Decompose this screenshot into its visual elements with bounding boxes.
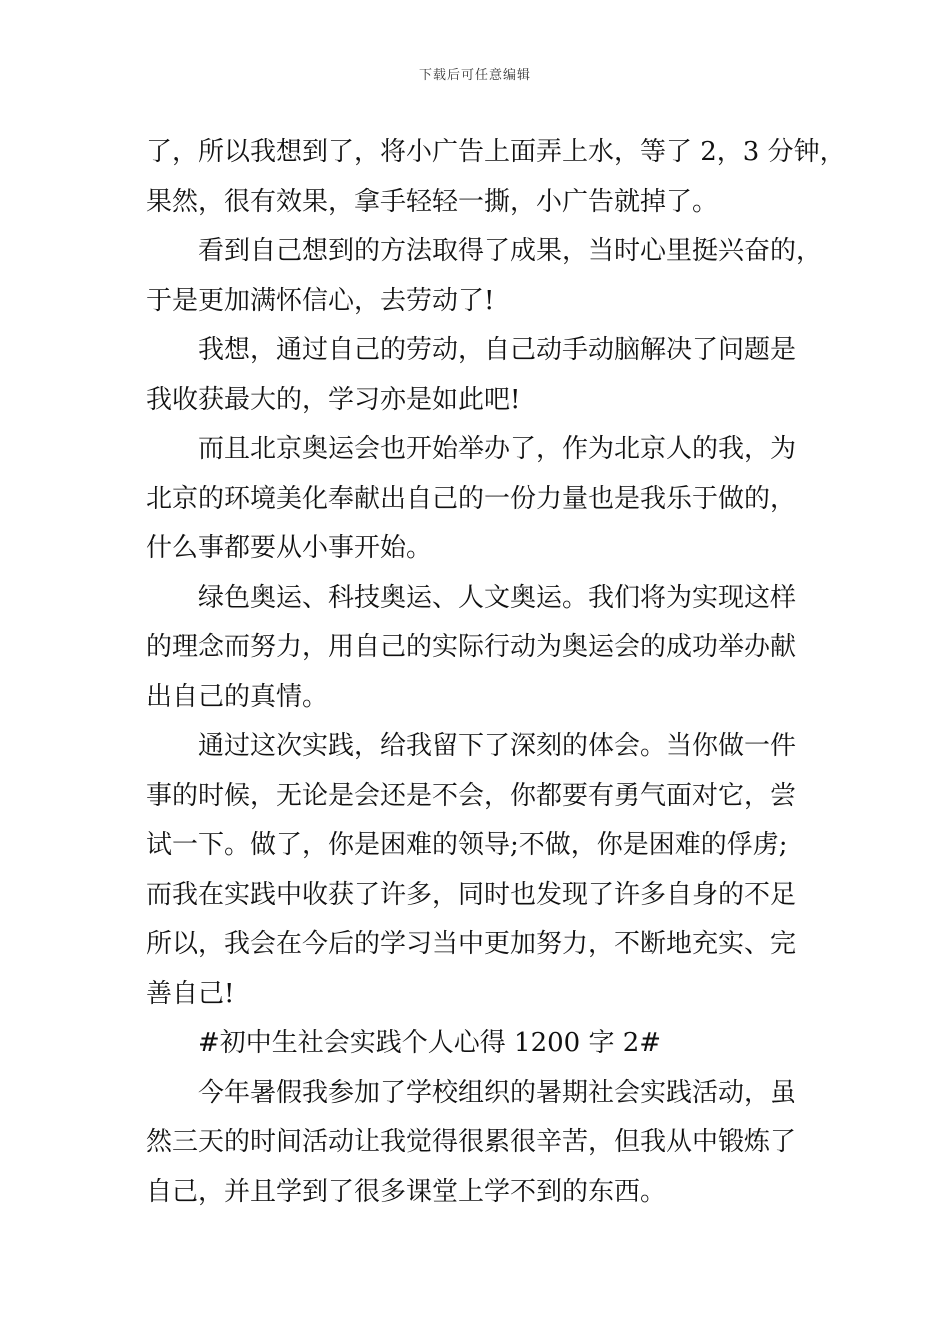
text-line: 什么事都要从小事开始。 (146, 533, 433, 563)
text-line: 于是更加满怀信心，去劳动了! (146, 285, 495, 316)
text-line: 善自己! (146, 978, 235, 1009)
text-line: 所以，我会在今后的学习当中更加努力，不断地充实、完 (146, 929, 797, 959)
section-heading: #初中生社会实践个人心得 1200 字 2# (198, 1028, 662, 1058)
text-line: 试一下。做了，你是困难的领导;不做，你是困难的俘虏; (146, 830, 788, 860)
text-line: 而且北京奥运会也开始举办了，作为北京人的我，为 (198, 434, 797, 464)
text-line: 的理念而努力，用自己的实际行动为奥运会的成功举办献 (146, 632, 797, 662)
text-line: 自己，并且学到了很多课堂上学不到的东西。 (146, 1176, 667, 1207)
text-line: 通过这次实践，给我留下了深刻的体会。当你做一件 (198, 731, 797, 761)
text-line: 然三天的时间活动让我觉得很累很辛苦，但我从中锻炼了 (146, 1127, 797, 1157)
text-line: 今年暑假我参加了学校组织的暑期社会实践活动，虽 (198, 1077, 797, 1108)
text-line: 出自己的真情。 (146, 681, 329, 712)
text-line: 北京的环境美化奉献出自己的一份力量也是我乐于做的， (146, 483, 797, 514)
text-line: 我想，通过自己的劳动，自己动手动脑解决了问题是 (198, 335, 797, 365)
text-line: 果然，很有效果，拿手轻轻一撕，小广告就掉了。 (146, 186, 719, 217)
text-line: 事的时候，无论是会还是不会，你都要有勇气面对它，尝 (146, 780, 797, 811)
text-line: 绿色奥运、科技奥运、人文奥运。我们将为实现这样 (198, 582, 797, 613)
text-line: 我收获最大的，学习亦是如此吧! (146, 384, 521, 415)
text-line: 看到自己想到的方法取得了成果，当时心里挺兴奋的， (198, 236, 823, 266)
text-line: 而我在实践中收获了许多，同时也发现了许多自身的不足 (146, 879, 797, 910)
document-body (146, 128, 846, 1217)
text-line: 了，所以我想到了，将小广告上面弄上水，等了 2，3 分钟， (146, 137, 846, 167)
page-header: 下载后可任意编辑 (418, 68, 531, 83)
